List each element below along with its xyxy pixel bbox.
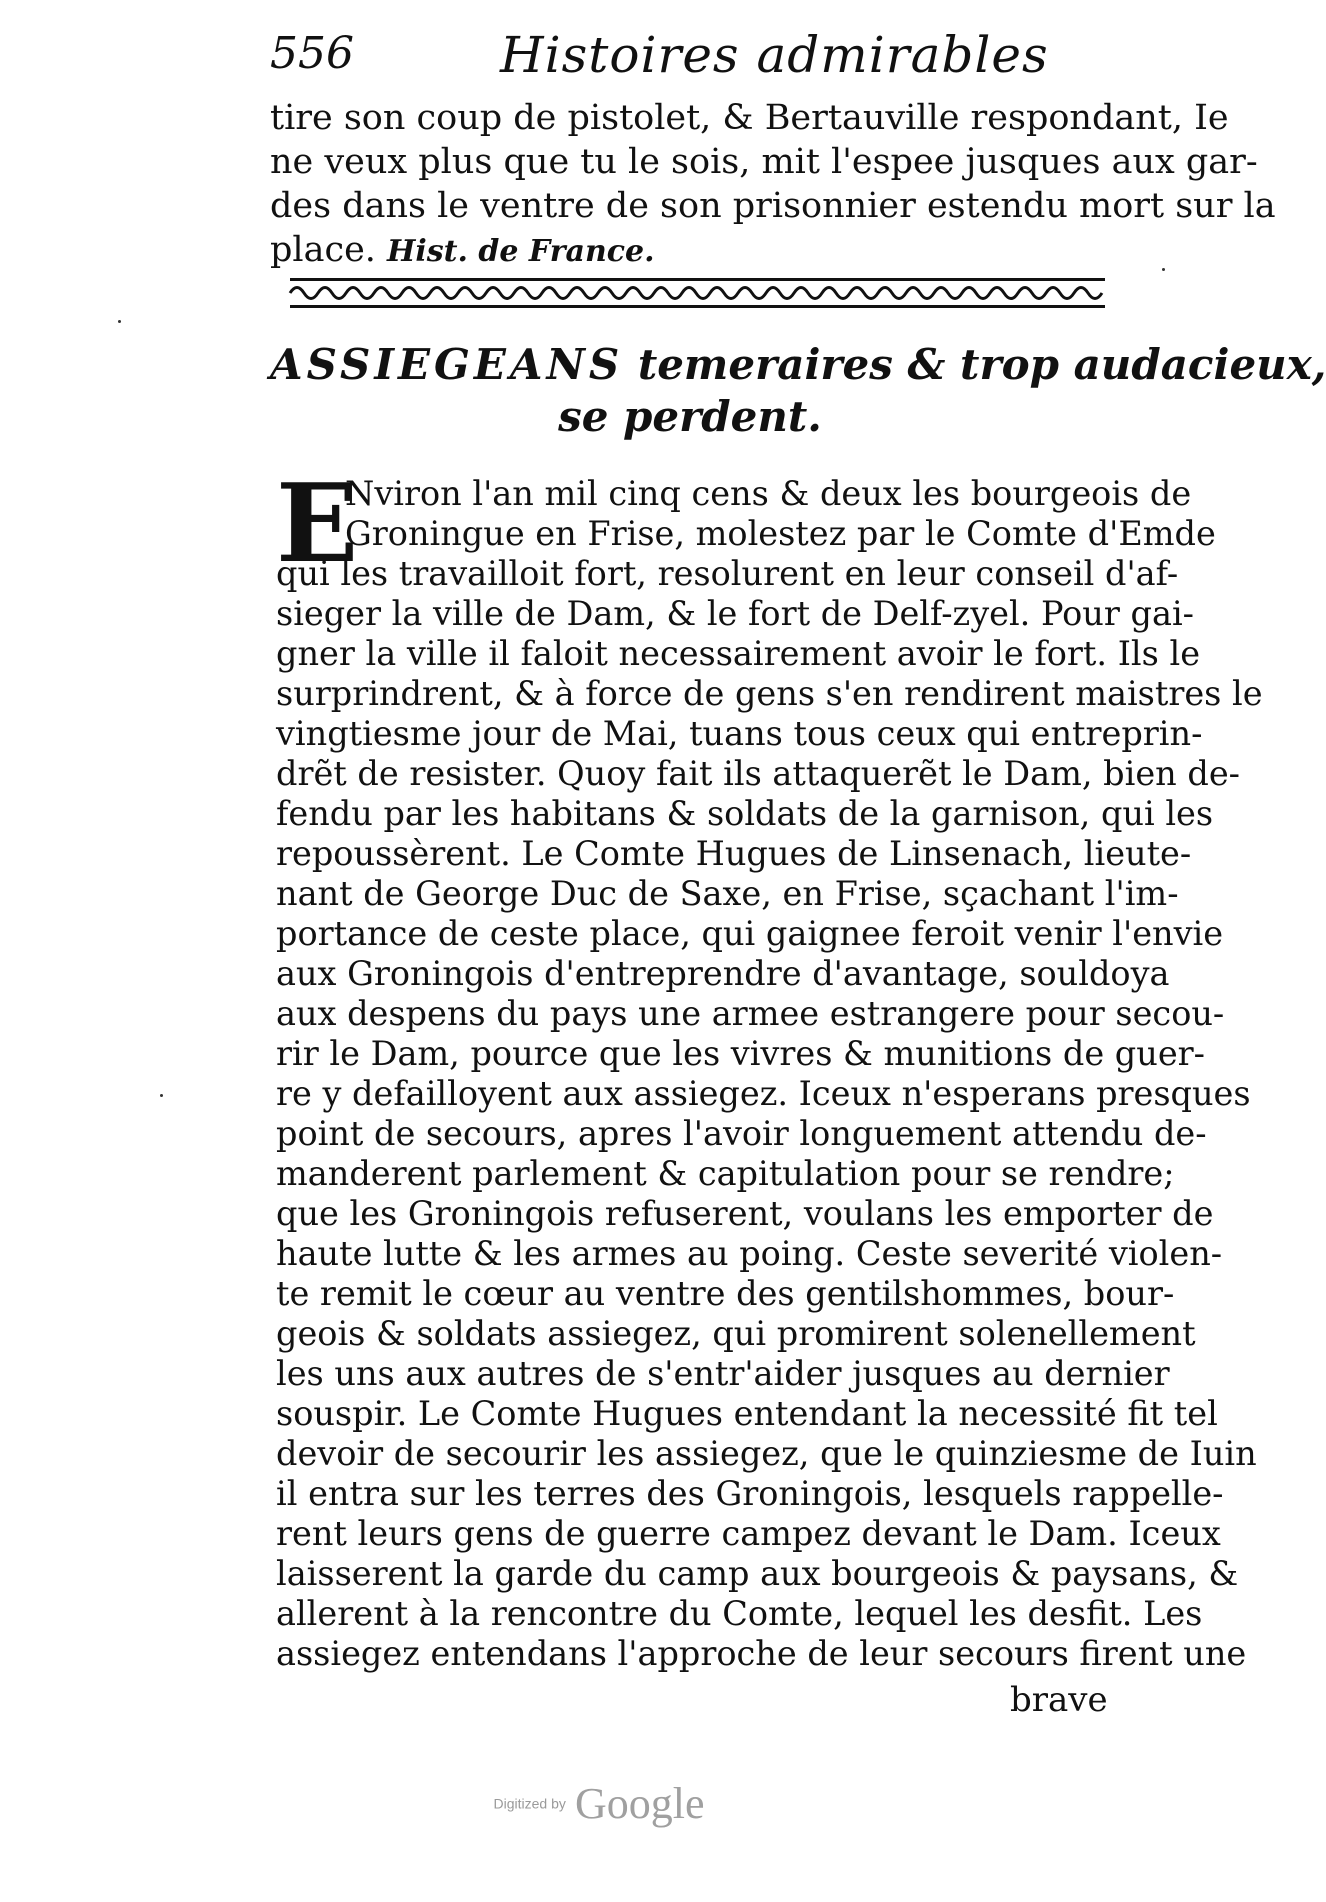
text-line: nant de George Duc de Saxe, en Frise, sçachant l'im- (276, 874, 1179, 913)
text-line-start: place. (270, 230, 376, 270)
text-line: rent leurs gens de guerre campez devant le Dam. Iceux (276, 1514, 1221, 1553)
scan-speck (118, 320, 121, 323)
text-line: gner la ville il faloit necessairement avoir le fort. Ils le (276, 634, 1201, 673)
heading-rest: temeraires & trop audacieux, (637, 340, 1326, 389)
chapter-heading-line2: se perdent. (558, 392, 822, 441)
text-line: drẽt de resister. Quoy fait ils attaquerẽt le Dam, bien de- (276, 754, 1240, 793)
source-note: Hist. de France. (387, 234, 655, 269)
text-line: les uns aux autres de s'entr'aider jusques au dernier (276, 1354, 1170, 1393)
text-line (270, 228, 655, 274)
text-line: devoir de secourir les assiegez, que le quinziesme de Iuin (276, 1434, 1257, 1473)
text-line: te remit le cœur au ventre des gentilshommes, bour- (276, 1274, 1175, 1313)
text-line: que les Groningois refuserent, voulans les emporter de (276, 1194, 1214, 1233)
text-line: aux Groningois d'entreprendre d'avantage, souldoya (276, 954, 1170, 993)
text-line: ne veux plus que tu le sois, mit l'espee jusques aux gar- (270, 142, 1258, 182)
text-line: rir le Dam, pource que les vivres & munitions de guer- (276, 1034, 1205, 1073)
text-line: surprindrent, & à force de gens s'en rendirent maistres le (276, 674, 1263, 713)
text-line: repoussèrent. Le Comte Hugues de Linsenach, lieute- (276, 834, 1192, 873)
catchword: brave (1010, 1680, 1108, 1720)
scan-speck (160, 1094, 163, 1097)
text-line: tire son coup de pistolet, & Bertauville respondant, Ie (270, 98, 1229, 138)
ornamental-rule (290, 276, 1105, 310)
text-line: manderent parlement & capitulation pour se rendre; (276, 1154, 1175, 1193)
text-line: des dans le ventre de son prisonnier estendu mort sur la (270, 186, 1276, 226)
text-line: souspir. Le Comte Hugues entendant la necessité fit tel (276, 1394, 1218, 1433)
text-line: laisserent la garde du camp aux bourgeois & paysans, & (276, 1554, 1239, 1593)
digitized-label: Digitized by (493, 1795, 566, 1812)
text-line: fendu par les habitans & soldats de la garnison, qui les (276, 794, 1214, 833)
scan-speck (1162, 268, 1165, 271)
text-line: allerent à la rencontre du Comte, lequel les desfit. Les (276, 1594, 1203, 1633)
text-line: assiegez entendans l'approche de leur secours firent une (276, 1634, 1247, 1673)
text-line: re y defailloyent aux assiegez. Iceux n'esperans presques (276, 1074, 1251, 1113)
text-line: aux despens du pays une armee estrangere pour secou- (276, 994, 1225, 1033)
heading-caps: ASSIEGEANS (270, 340, 624, 389)
text-line: point de secours, apres l'avoir longuement attendu de- (276, 1114, 1207, 1153)
text-line: Nviron l'an mil cinq cens & deux les bourgeois de (345, 474, 1192, 513)
page-header (270, 22, 1110, 94)
text-line: vingtiesme jour de Mai, tuans tous ceux qui entreprin- (276, 714, 1203, 753)
text-line: il entra sur les terres des Groningois, lesquels rappelle- (276, 1474, 1224, 1513)
drop-cap: E (276, 461, 359, 587)
text-line: haute lutte & les armes au poing. Ceste severité violen- (276, 1234, 1223, 1273)
text-line: sieger la ville de Dam, & le fort de Delf-zyel. Pour gai- (276, 594, 1194, 633)
text-line: geois & soldats assiegez, qui promirent solenellement (276, 1314, 1196, 1353)
running-title: Histoires admirables (500, 26, 1049, 84)
chapter-heading (270, 340, 1326, 389)
text-line: Groningue en Frise, molestez par le Comte d'Emde (345, 514, 1216, 553)
text-line: qui les travailloit fort, resolurent en leur conseil d'af- (276, 554, 1179, 593)
google-logo: Google (574, 1779, 705, 1828)
text-line: portance de ceste place, qui gaignee feroit venir l'envie (276, 914, 1224, 953)
page-number: 556 (270, 28, 354, 79)
digitized-watermark (0, 1778, 1198, 1829)
